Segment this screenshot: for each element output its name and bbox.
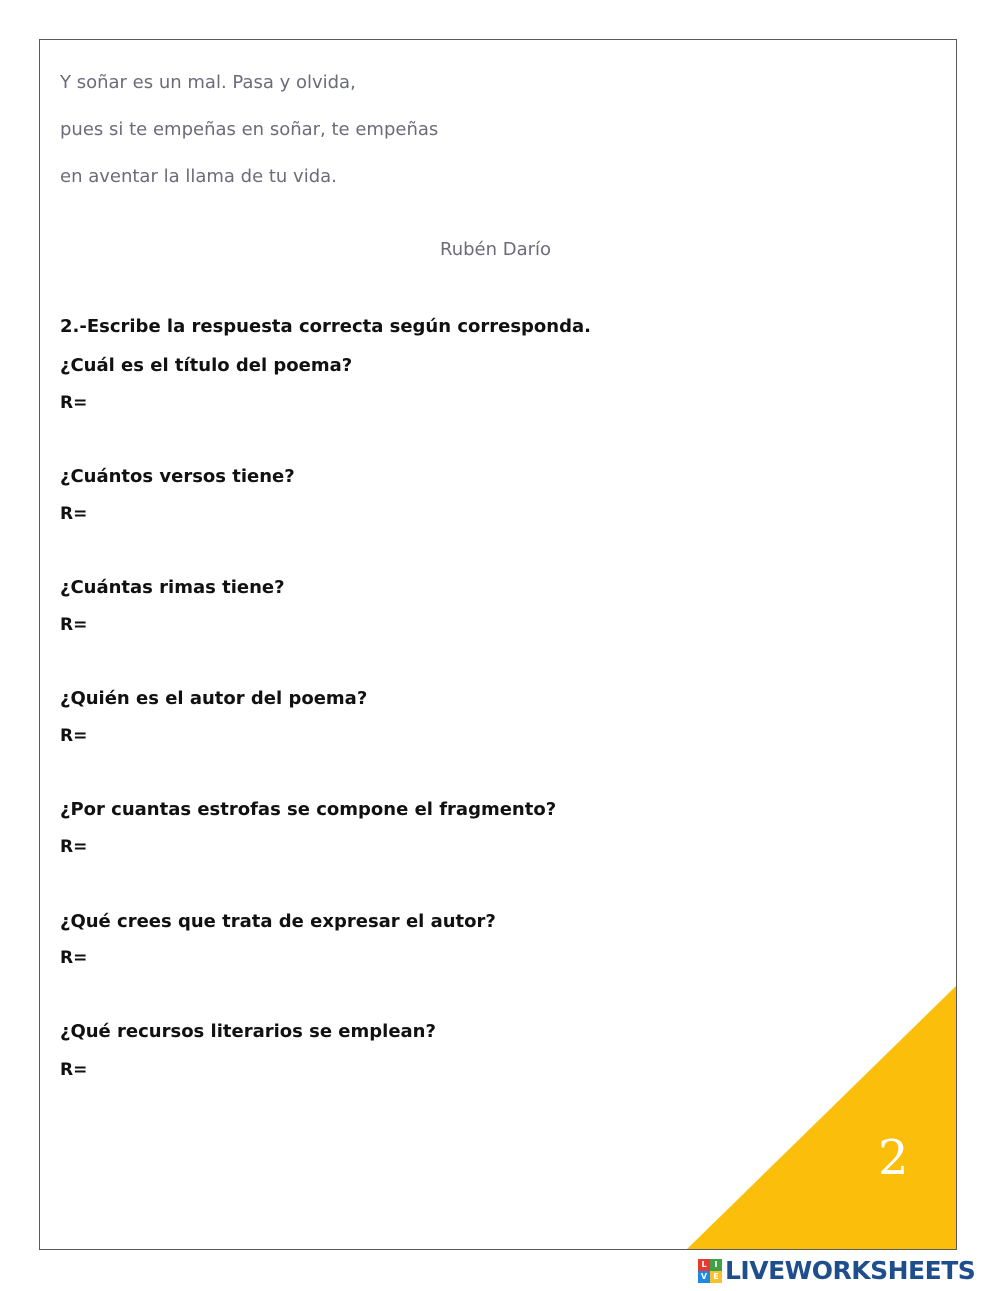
logo-icon-letter-v: V [698,1271,710,1283]
question-3: ¿Cuántas rimas tiene? [60,577,285,598]
poem-line-3: en aventar la llama de tu vida. [60,166,337,187]
logo-icon-letter-e: E [710,1271,722,1283]
question-6: ¿Qué crees que trata de expresar el autor? [60,911,496,932]
logo-icon-letter-i: I [710,1259,722,1271]
question-4: ¿Quién es el autor del poema? [60,688,368,709]
question-1: ¿Cuál es el título del poema? [60,355,353,376]
answer-field-7[interactable]: R= [60,1060,88,1080]
corner-triangle-decoration [687,986,956,1249]
poem-author: Rubén Darío [440,239,552,260]
answer-field-2[interactable]: R= [60,504,88,524]
answer-field-5[interactable]: R= [60,837,88,857]
logo-icon-letter-l: L [698,1259,710,1271]
question-5: ¿Por cuantas estrofas se compone el fragmento? [60,799,557,820]
answer-field-1[interactable]: R= [60,393,88,413]
question-2: ¿Cuántos versos tiene? [60,466,295,487]
liveworksheets-logo-icon [698,1259,722,1283]
answer-field-4[interactable]: R= [60,726,88,746]
liveworksheets-logo[interactable] [698,1257,975,1285]
poem-line-1: Y soñar es un mal. Pasa y olvida, [60,72,356,93]
liveworksheets-logo-text: LIVEWORKSHEETS [725,1256,976,1285]
question-7: ¿Qué recursos literarios se emplean? [60,1021,436,1042]
page-number: 2 [878,1130,909,1186]
answer-field-6[interactable]: R= [60,948,88,968]
worksheet-page [39,39,957,1250]
answer-field-3[interactable]: R= [60,615,88,635]
instruction-heading: 2.-Escribe la respuesta correcta según corresponda. [60,316,591,337]
poem-line-2: pues si te empeñas en soñar, te empeñas [60,119,439,140]
